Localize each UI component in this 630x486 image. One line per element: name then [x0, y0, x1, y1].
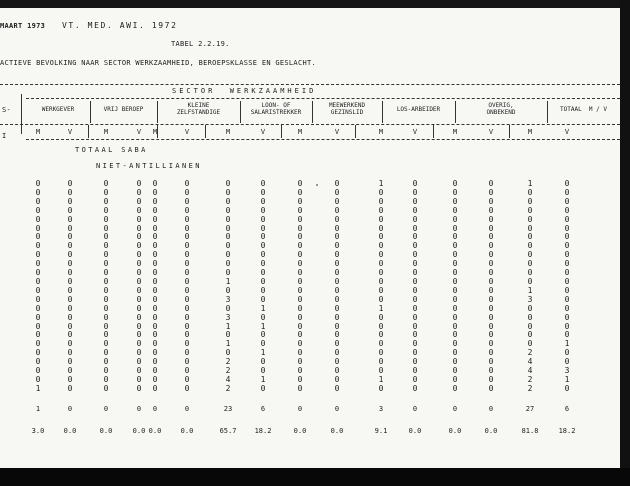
data-column: 0 0 0 0 0 0 0 0 0 0 0 0 0 0 0 0 0 0 0 0 0 0 0 0	[488, 179, 494, 393]
percentage-value: 3.0	[31, 427, 45, 435]
total-value: 0	[412, 405, 418, 413]
table-id: TABEL 2.2.19.	[171, 40, 230, 48]
sex-label: V	[334, 128, 340, 136]
column-header-3: LOON- OF SALARISTREKKER	[250, 102, 302, 116]
percentage-value: 81.8	[521, 427, 539, 435]
column-divider	[455, 101, 456, 123]
header-rule-bottom	[26, 139, 620, 140]
percentage-value: 18.2	[254, 427, 272, 435]
column-header-4: MEEWERKEND GEZINSLID	[328, 102, 366, 116]
sex-label: M	[35, 128, 41, 136]
data-column: 0 0 0 0 0 0 0 0 0 0 0 0 0 0 0 0 0 0 0 0 0 0 0 0	[67, 179, 73, 393]
total-value: 0	[184, 405, 190, 413]
sex-label: V	[564, 128, 570, 136]
percentage-value: 18.2	[558, 427, 576, 435]
section-total-label: TOTAAL SABA	[75, 146, 148, 154]
total-value: 0	[488, 405, 494, 413]
sex-divider	[281, 125, 282, 138]
data-column: 1 0 0 0 0 0 0 0 0 0 0 0 0 0 1 0 0 0 0 0 0 0 1 0	[378, 179, 384, 393]
total-value: 3	[378, 405, 384, 413]
total-value: 0	[334, 405, 340, 413]
percentage-value: 0.0	[180, 427, 194, 435]
column-divider	[240, 101, 241, 123]
data-column: 0 0 0 0 0 0 0 0 0 0 0 0 0 0 0 0 0 0 0 0 0 0 0 0	[103, 179, 109, 393]
column-header-2: KLEINE ZELFSTANDIGE	[176, 102, 221, 116]
total-value: 27	[525, 405, 535, 413]
sex-label: M	[103, 128, 109, 136]
sector-heading: SECTOR WERKZAAMHEID	[172, 87, 317, 95]
sex-label: M	[297, 128, 303, 136]
scan-speck	[316, 184, 318, 186]
sex-label: M	[527, 128, 533, 136]
column-divider	[312, 101, 313, 123]
percentage-value: 0.0	[63, 427, 77, 435]
data-column: 0 0 0 0 0 0 0 0 0 0 0 0 0 0 0 0 0 0 0 0 0 0 0 0	[334, 179, 340, 393]
document-date: MAART 1973	[0, 22, 46, 30]
percentage-value: 65.7	[219, 427, 237, 435]
column-header-6: OVERIG, ONBEKEND	[486, 102, 516, 116]
total-value: 0	[297, 405, 303, 413]
document-page	[0, 8, 620, 468]
sex-label: V	[136, 128, 142, 136]
data-column: 0 0 0 0 0 0 0 0 0 0 0 0 0 0 0 0 0 0 0 0 0 0 0 0	[452, 179, 458, 393]
column-header-5: LOS-ARBEIDER	[396, 106, 441, 113]
sex-divider	[355, 125, 356, 138]
column-divider	[382, 101, 383, 123]
percentage-value: 0.0	[293, 427, 307, 435]
scan-frame-bottom	[0, 468, 630, 486]
header-rule-sector	[26, 98, 620, 99]
data-column: 0 0 0 0 0 0 0 0 0 0 0 0 0 0 0 0 0 0 0 0 0 0 0 0	[136, 179, 142, 393]
percentage-value: 0.0	[148, 427, 162, 435]
sex-label: V	[488, 128, 494, 136]
scan-frame-top	[0, 0, 630, 8]
column-header-0: WERKGEVER	[41, 106, 75, 113]
percentage-value: 0.0	[99, 427, 113, 435]
sex-divider	[205, 125, 206, 138]
data-column: 0 0 0 0 0 0 0 0 0 0 0 0 0 0 0 0 0 0 0 0 0 0 0 0	[184, 179, 190, 393]
row-label-head: S-	[2, 106, 12, 114]
data-column: 0 0 0 0 0 0 0 0 0 0 0 1 0 3 0 3 1 0 1 0 2 2 4 2	[225, 179, 231, 393]
sex-label: V	[184, 128, 190, 136]
total-value: 0	[452, 405, 458, 413]
percentage-value: 0.0	[408, 427, 422, 435]
column-header-1: VRIJ BEROEP	[103, 106, 144, 113]
scan-frame-right	[620, 0, 630, 486]
percentage-value: 9.1	[374, 427, 388, 435]
section-group-label: NIET-ANTILLIANEN	[96, 162, 202, 170]
sex-label: V	[260, 128, 266, 136]
data-column: 0 0 0 0 0 0 0 0 0 0 0 0 0 0 0 0 0 0 0 0 0 0 0 0	[297, 179, 303, 393]
data-column: 0 0 0 0 0 0 0 0 0 0 0 0 0 0 0 0 0 0 0 0 0 0 0 0	[412, 179, 418, 393]
sex-label: M	[378, 128, 384, 136]
total-value: 0	[152, 405, 158, 413]
header-rule-mid	[0, 124, 620, 125]
total-value: 0	[67, 405, 73, 413]
row-label-divider	[21, 94, 22, 134]
document-source: VT. MED. AWI. 1972	[62, 21, 178, 30]
column-divider	[90, 101, 91, 123]
sex-label: V	[412, 128, 418, 136]
column-divider	[157, 101, 158, 123]
percentage-value: 0.0	[132, 427, 146, 435]
data-column: 1 0 0 0 0 0 0 0 0 0 0 0 1 3 0 0 0 0 0 2 4 4 2 2	[527, 179, 533, 393]
header-rule-top	[0, 84, 620, 85]
percentage-value: 0.0	[484, 427, 498, 435]
row-label-mark: I	[2, 132, 7, 140]
data-column: 0 0 0 0 0 0 0 0 0 0 0 0 0 0 1 0 1 0 0 1 0 0 1 0	[260, 179, 266, 393]
total-value: 0	[103, 405, 109, 413]
total-value: 6	[564, 405, 570, 413]
table-title: ACTIEVE BEVOLKING NAAR SECTOR WERKZAAMHEID, BEROEPSKLASSE EN GESLACHT.	[0, 59, 317, 67]
data-column: 0 0 0 0 0 0 0 0 0 0 0 0 0 0 0 0 0 0 0 0 0 0 0 0	[152, 179, 158, 393]
sex-label: M	[452, 128, 458, 136]
sex-label: M	[225, 128, 231, 136]
total-value: 1	[35, 405, 41, 413]
percentage-value: 0.0	[330, 427, 344, 435]
sex-divider	[88, 125, 89, 138]
sex-label: M	[152, 128, 158, 136]
data-column: 0 0 0 0 0 0 0 0 0 0 0 0 0 0 0 0 0 0 1 0 0 3 1 0	[564, 179, 570, 393]
sex-label: V	[67, 128, 73, 136]
data-column: 0 0 0 0 0 0 0 0 0 0 0 0 0 0 0 0 0 0 0 0 0 0 0 1	[35, 179, 41, 393]
total-value: 6	[260, 405, 266, 413]
column-divider	[547, 101, 548, 123]
percentage-value: 0.0	[448, 427, 462, 435]
total-value: 23	[223, 405, 233, 413]
total-value: 0	[136, 405, 142, 413]
column-header-7: TOTAAL M / V	[560, 106, 607, 113]
sex-divider	[433, 125, 434, 138]
sex-divider	[509, 125, 510, 138]
